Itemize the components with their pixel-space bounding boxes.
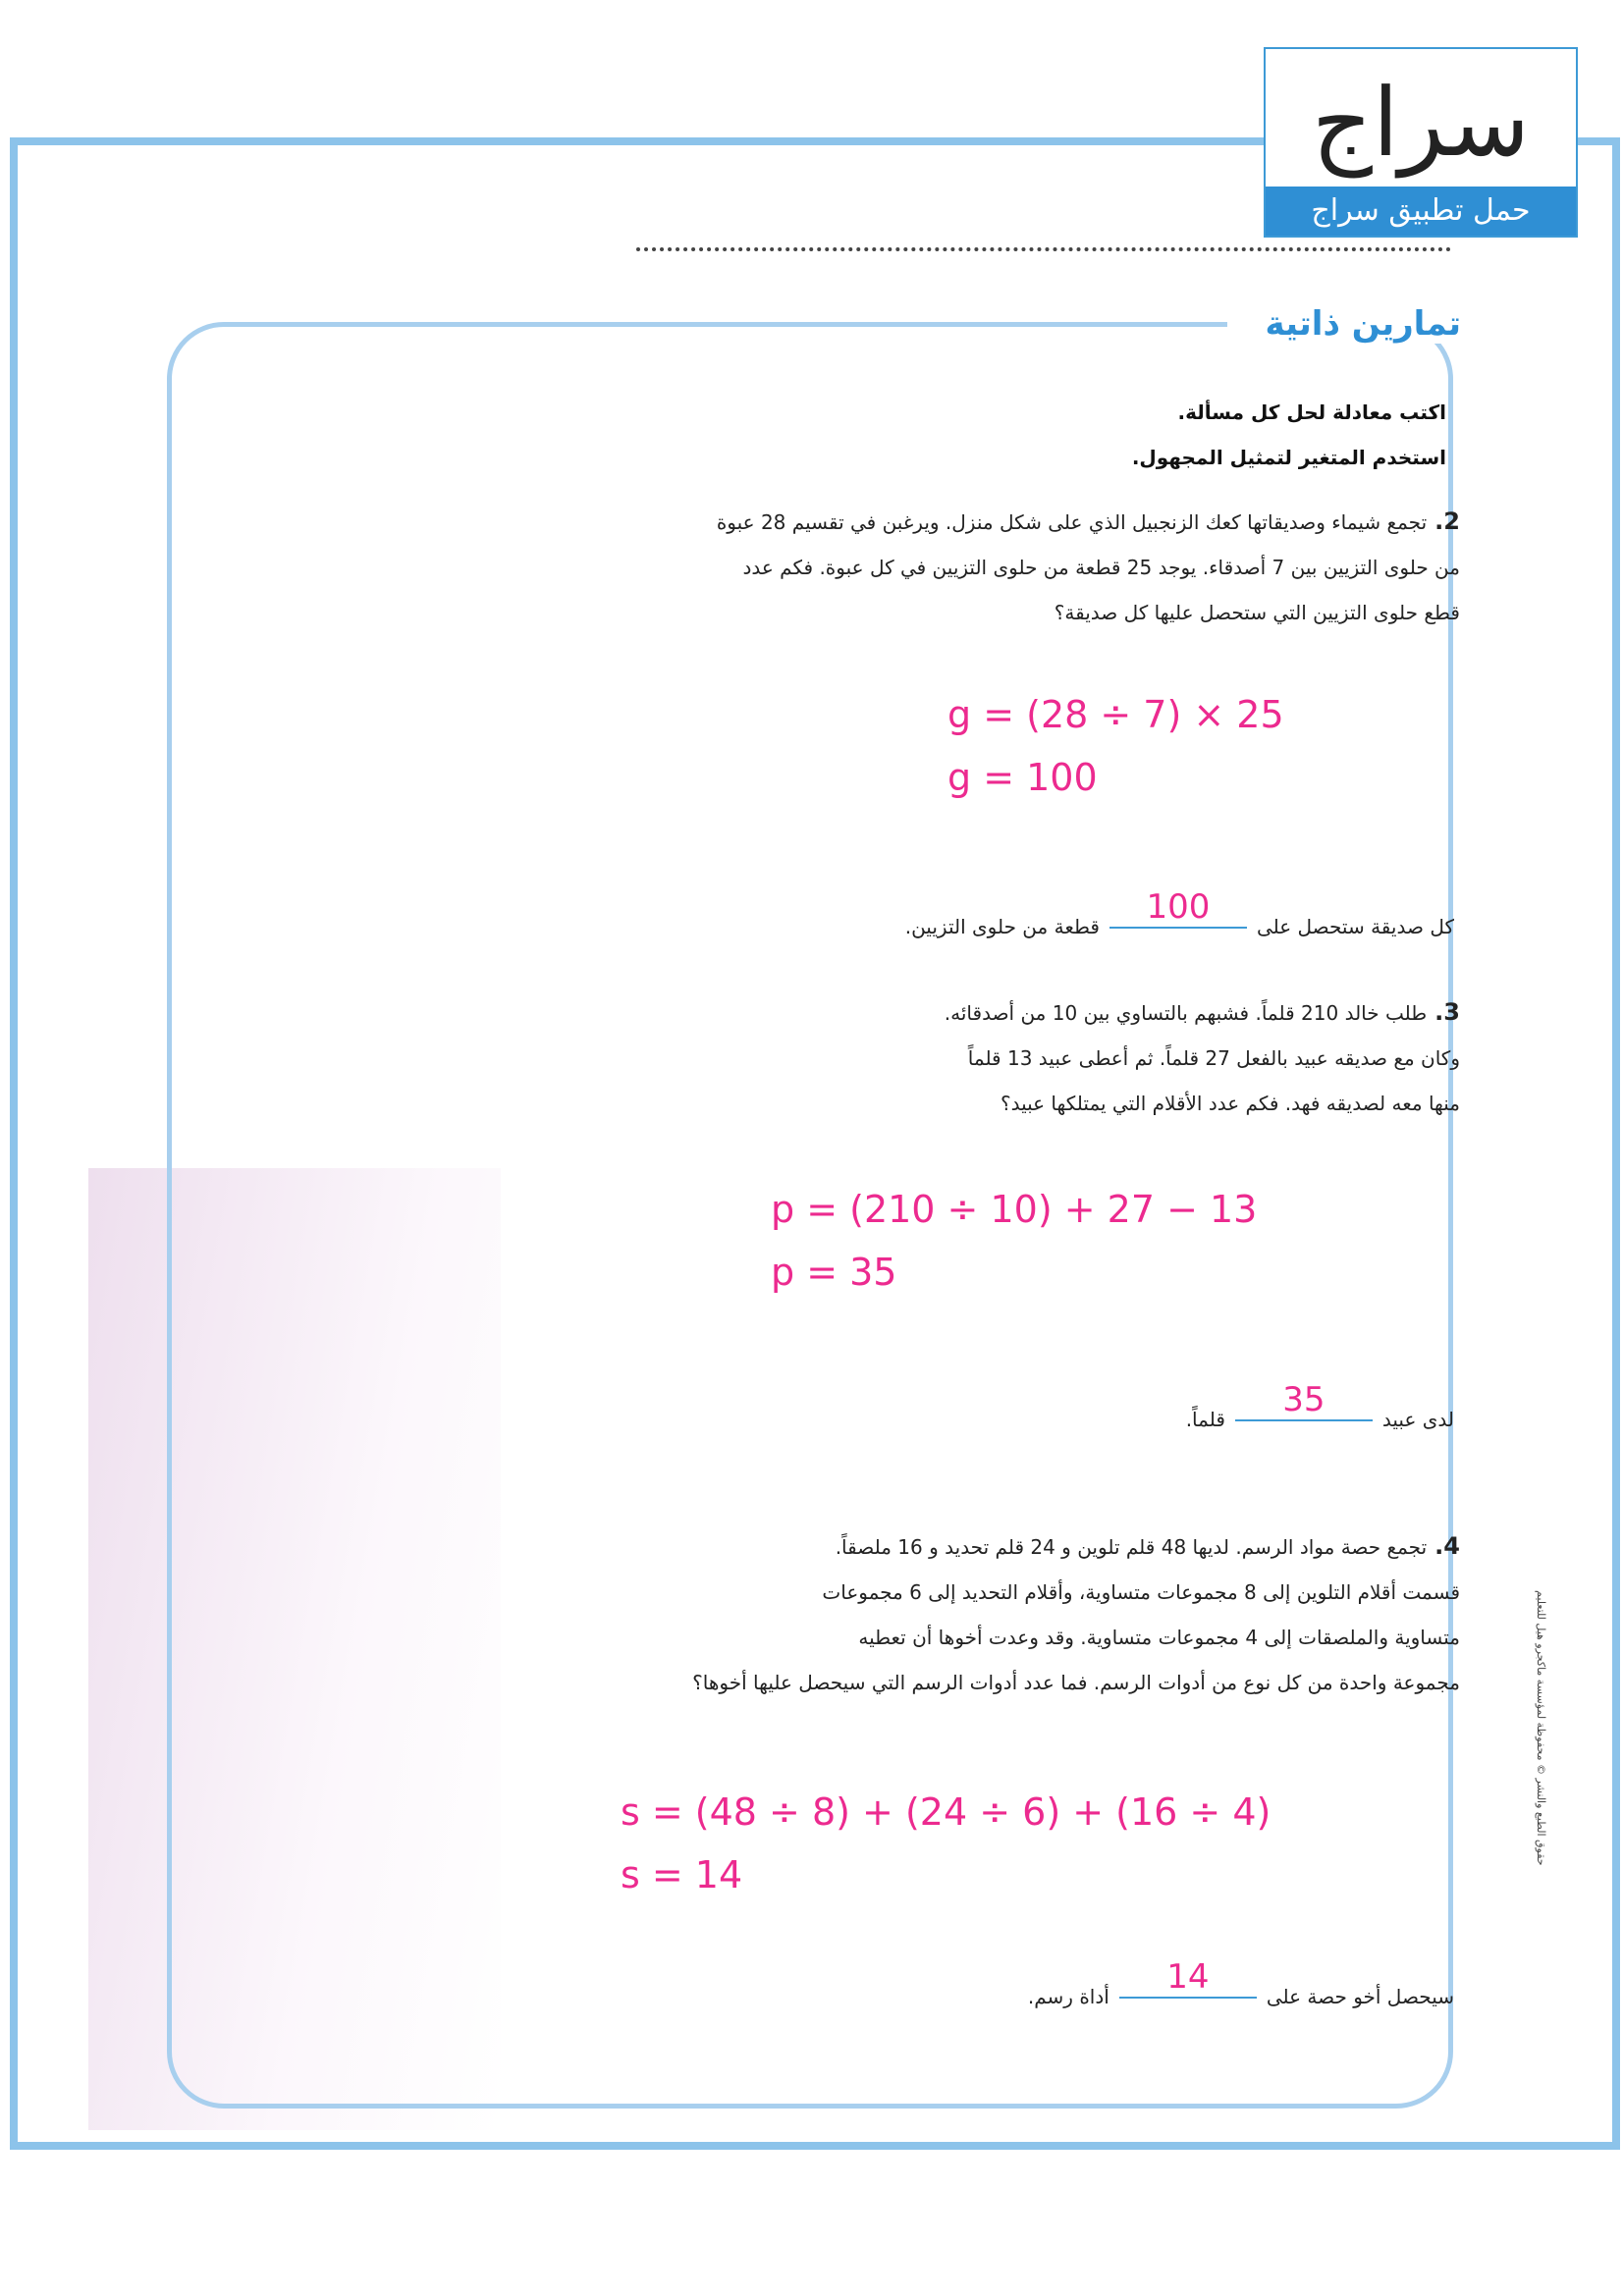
equation-3: [771, 1178, 1257, 1304]
equation-2: [947, 683, 1284, 809]
problem-line: قسمت أقلام التلوين إلى 8 مجموعات متساوية، وأقلام التحديد إلى 6 مجموعات: [822, 1580, 1460, 1604]
problem-line: منها معه لصديقه فهد. فكم عدد الأقلام التي يمتلكها عبيد؟: [1000, 1092, 1460, 1115]
answer-3: [1185, 1380, 1454, 1437]
equation-4: [621, 1781, 1271, 1906]
problem-number: 4.: [1434, 1532, 1460, 1560]
problem-number: 3.: [1434, 998, 1460, 1026]
dotted-divider: [636, 247, 1451, 251]
logo-name: سراج: [1311, 68, 1531, 178]
problem-line: من حلوى التزيين بين 7 أصدقاء. يوجد 25 قطعة من حلوى التزيين في كل عبوة. فكم عدد: [742, 556, 1460, 579]
answer-text: قلماً.: [1185, 1408, 1225, 1431]
equation-line: s = (48 ÷ 8) + (24 ÷ 6) + (16 ÷ 4): [621, 1790, 1271, 1834]
answer-blank[interactable]: 14: [1119, 1957, 1257, 1999]
answer-text: سيحصل أخو حصة على: [1266, 1985, 1454, 2008]
problem-line: مجموعة واحدة من كل نوع من أدوات الرسم. فما عدد أدوات الرسم التي سيحصل عليها أخوها؟: [692, 1671, 1460, 1694]
equation-line: g = (28 ÷ 7) × 25: [947, 693, 1284, 736]
answer-2: [904, 887, 1454, 944]
problem-3: [945, 989, 1460, 1126]
instruction-1: اكتب معادلة لحل كل مسألة.: [1177, 400, 1446, 424]
problem-line: وكان مع صديقه عبيد بالفعل 27 قلماً. ثم أعطى عبيد 13 قلماً: [967, 1046, 1460, 1070]
problem-2: [717, 499, 1460, 635]
section-title: تمارين ذاتية: [1227, 304, 1469, 344]
problem-line: قطع حلوى التزيين التي ستحصل عليها كل صديقة؟: [1054, 601, 1460, 624]
copyright-side-note: [1532, 1590, 1551, 2042]
equation-line: p = (210 ÷ 10) + 27 − 13: [771, 1188, 1258, 1231]
answer-4: [1027, 1957, 1454, 2014]
problem-line: 3.طلب خالد 210 قلماً. فشبهم بالتساوي بين 10 من أصدقائه.: [944, 998, 1460, 1026]
answer-text: قطعة من حلوى التزيين.: [904, 915, 1100, 938]
answer-text: كل صديقة ستحصل على: [1256, 915, 1454, 938]
equation-line: g = 100: [947, 756, 1098, 799]
problem-number: 2.: [1434, 507, 1460, 535]
problem-line: متساوية والملصقات إلى 4 مجموعات متساوية. وقد وعدت أخوها أن تعطيه: [858, 1626, 1460, 1649]
instruction-2: استخدم المتغير لتمثيل المجهول.: [1131, 446, 1446, 469]
problem-line: 2.تجمع شيماء وصديقاتها كعك الزنجبيل الذي على شكل منزل. ويرغبن في تقسيم 28 عبوة: [716, 507, 1460, 535]
problem-4: [692, 1523, 1460, 1705]
answer-text: لدى عبيد: [1381, 1408, 1454, 1431]
equation-line: s = 14: [621, 1853, 743, 1896]
copyright-text: حقوق الطبع والنشر © محفوظة لمؤسسة ماكجرو هيل للتعليم: [1535, 1590, 1547, 1866]
logo-tagline: حمل تطبيق سراج: [1266, 187, 1576, 236]
equation-line: p = 35: [771, 1251, 897, 1294]
answer-text: أداة رسم.: [1027, 1985, 1109, 2008]
problem-line: 4.تجمع حصة مواد الرسم. لديها 48 قلم تلوين و 24 قلم تحديد و 16 ملصقاً.: [835, 1532, 1460, 1560]
answer-blank[interactable]: 35: [1235, 1380, 1373, 1421]
siraj-logo[interactable]: [1264, 47, 1578, 238]
answer-blank[interactable]: 100: [1109, 887, 1247, 929]
